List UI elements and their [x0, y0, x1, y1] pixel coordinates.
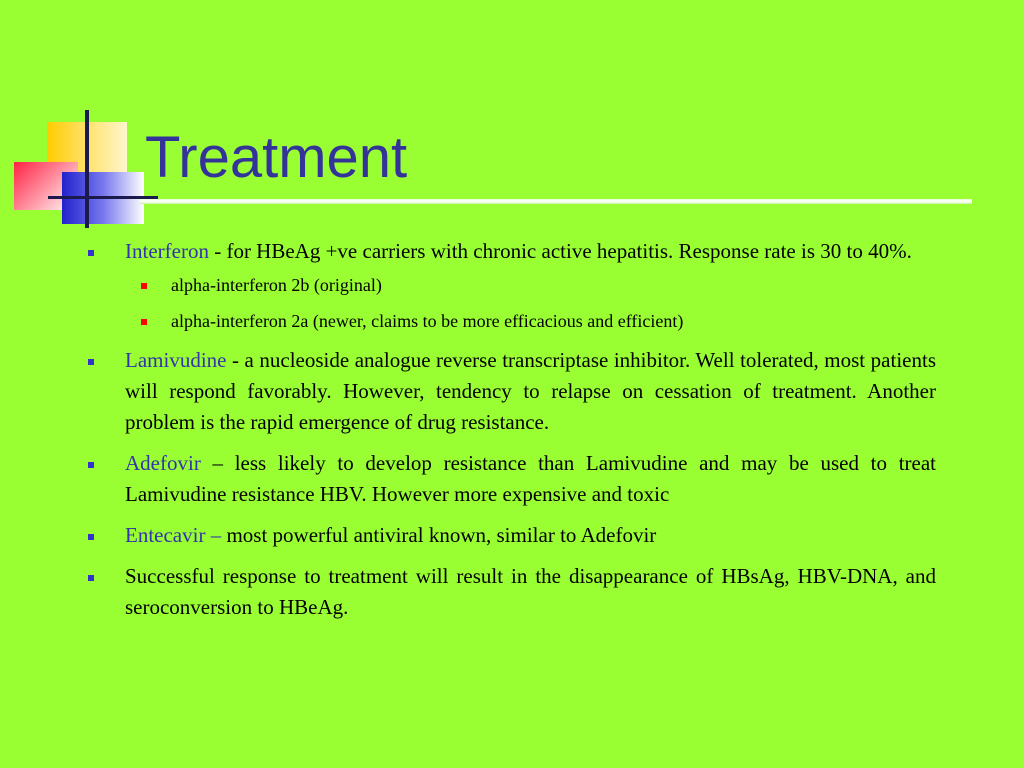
- term-entecavir: Entecavir –: [125, 523, 222, 547]
- term-adefovir: Adefovir: [125, 451, 201, 475]
- decorative-squares-logo: [0, 0, 160, 240]
- item-text: – less likely to develop resistance than Lamivudine and may be used to treat Lamivudine resistance HBV. However more expensive and toxic: [125, 451, 936, 506]
- list-item-entecavir: [84, 520, 936, 551]
- term-lamivudine: Lamivudine: [125, 348, 227, 372]
- bullet-list: [84, 236, 936, 633]
- slide-title: Treatment: [145, 125, 408, 190]
- list-item-adefovir: [84, 448, 936, 510]
- item-text: - a nucleoside analogue reverse transcriptase inhibitor. Well tolerated, most patients will respond favorably. However, tendency to relapse on cessation of treatment. Another problem is the rapid emergence of drug resistance.: [125, 348, 936, 434]
- term-interferon: Interferon: [125, 239, 209, 263]
- item-text: most powerful antiviral known, similar to Adefovir: [221, 523, 657, 547]
- sub-list-item: alpha-interferon 2a (newer, claims to be more efficacious and efficient): [125, 309, 936, 333]
- sub-list: [125, 273, 936, 333]
- list-item-lamivudine: [84, 345, 936, 438]
- list-item-successful-response: [84, 561, 936, 623]
- item-text: Successful response to treatment will result in the disappearance of HBsAg, HBV-DNA, and seroconversion to HBeAg.: [125, 564, 936, 619]
- list-item-interferon: [84, 236, 936, 333]
- vertical-line: [85, 110, 89, 228]
- sub-list-item: alpha-interferon 2b (original): [125, 273, 936, 297]
- title-underline: [140, 199, 972, 204]
- item-text: - for HBeAg +ve carriers with chronic active hepatitis. Response rate is 30 to 40%.: [208, 239, 912, 263]
